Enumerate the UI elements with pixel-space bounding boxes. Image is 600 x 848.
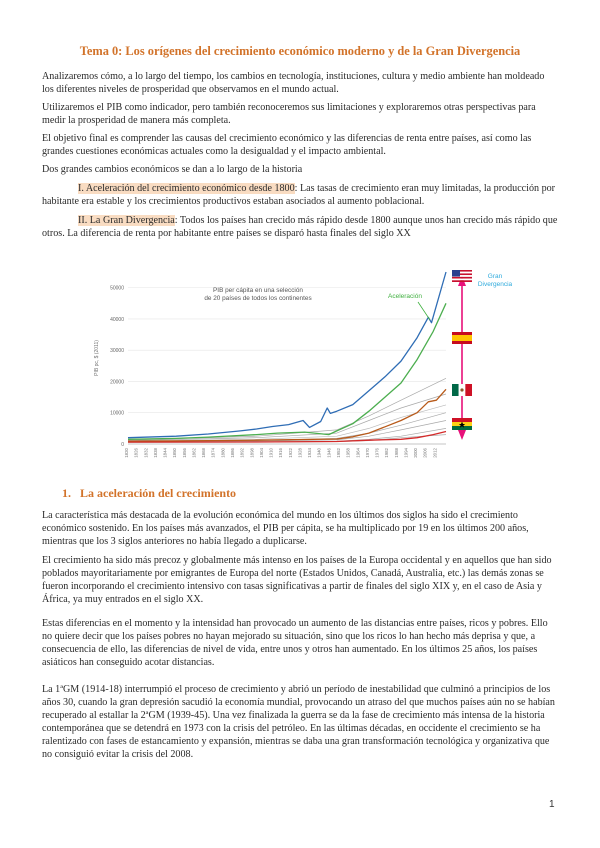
- x-tick-label: 1910: [268, 448, 274, 458]
- gran-divergencia-label-line-2: Divergencia: [477, 281, 512, 288]
- section-1-number: 1.: [62, 486, 71, 500]
- aceleracion-pointer: [418, 302, 430, 320]
- ghana-flag-band: [452, 418, 472, 422]
- chart-title: PIB per cápita en una selección: [213, 287, 303, 294]
- section-1-paragraph-2: El crecimiento ha sido más precoz y globalmente más intenso en los países de la Europa occidental y en aquellos que han sido poblados mayoritariamente por emigrantes de Europa del norte (Estados Unidos, Canadá, Australia, etc.) las demás zonas se fueron incorporando el crecimiento intensivo con tasas significativas a partir de finales del siglo XIX y, en el caso de Asia y África, ya muy entrados en el siglo XX.: [42, 555, 552, 605]
- x-tick-label: 1862: [191, 448, 197, 458]
- ghana-flag-icon: [452, 418, 472, 430]
- gran-divergencia-label: Gran: [487, 273, 503, 280]
- x-tick-label: 1832: [143, 448, 149, 458]
- arrow-head-down: [458, 430, 466, 440]
- page-number: 1: [549, 799, 555, 810]
- x-tick-label: 1886: [230, 448, 235, 458]
- x-tick-label: 1928: [297, 448, 303, 458]
- y-tick-label: 0: [121, 442, 124, 448]
- point-1-paragraph: [42, 182, 558, 208]
- point-1-label: I. Aceleración del crecimiento económico desde 1800: [78, 183, 295, 194]
- section-1-paragraph-3: Estas diferencias en el momento y la intensidad han provocado un aumento de las distancias entre países, ricos y pobres. Ello no quiere decir que los países pobres no hayan mejorado su situación, sino que los ricos lo han hecho más deprisa y que, a consecuencia de ello, las diferencias de nivel de vida, entre unos y otros han aumentado. En los últimos 25 años, los países asiáticos han conseguido acotar distancias.: [42, 618, 548, 668]
- x-tick-label: 2000: [413, 448, 419, 458]
- usa-flag-stripe: [452, 279, 472, 281]
- chart-axes: [94, 286, 446, 458]
- x-tick-label: 1970: [364, 448, 370, 458]
- x-tick-label: 1826: [133, 448, 139, 458]
- x-tick-label: 1982: [384, 448, 390, 458]
- x-tick-label: 1976: [374, 448, 380, 458]
- intro-paragraph-2: Utilizaremos el PIB como indicador, pero también reconoceremos sus limitaciones y exploraremos otras perspectivas para medir la prosperidad de manera más completa.: [42, 102, 536, 126]
- series-line: [128, 303, 446, 439]
- x-tick-label: 1988: [393, 448, 399, 458]
- spain-flag-band: [452, 335, 472, 341]
- usa-flag-stripe: [452, 277, 472, 279]
- intro-paragraph-1: Analizaremos cómo, a lo largo del tiempo, los cambios en tecnología, instituciones, cultura y medio ambiente han moldeado los diferentes niveles de prosperidad que observamos en el mundo actual.: [42, 71, 545, 95]
- y-tick-label: 50000: [110, 285, 124, 292]
- mexico-flag-band: [452, 384, 459, 396]
- section-1-title: La aceleración del crecimiento: [80, 486, 237, 500]
- x-tick-label: 1940: [316, 448, 322, 458]
- usa-flag-icon: [452, 270, 472, 282]
- y-tick-label: 40000: [110, 316, 124, 323]
- x-tick-label: 2012: [432, 448, 438, 458]
- series-line: [128, 389, 446, 441]
- x-tick-label: 1904: [258, 448, 264, 458]
- y-tick-label: 10000: [110, 410, 124, 417]
- spain-flag-band: [452, 332, 472, 335]
- point-2-text: : Todos los países han crecido más rápido desde 1800 aunque unos han crecido más rápido que otros. La diferencia de renta por habitante entre países se disparó hasta finales del siglo XX: [42, 215, 558, 239]
- section-1-heading: [62, 486, 236, 501]
- x-tick-label: 1892: [239, 448, 245, 458]
- chart-annotations: [204, 270, 512, 440]
- ghana-flag-band: [452, 426, 472, 430]
- usa-flag-stripe: [452, 280, 472, 282]
- x-tick-label: 1958: [345, 448, 351, 458]
- x-tick-label: 1880: [220, 448, 226, 458]
- series-line: [128, 413, 446, 442]
- section-1-paragraph-1: La característica más destacada de la evolución económica del mundo en los últimos dos siglos ha sido el crecimiento económico sostenido. En los países más avanzados, el PIB per cápita, se ha multiplicado por 19 en los últimos 200 años, mientras que los 3 siglos anteriores no había llegado a duplicarse.: [42, 510, 529, 547]
- spain-flag-icon: [452, 332, 472, 344]
- x-tick-label: 2006: [422, 448, 428, 458]
- chart-title-line-2: de 20 países de todos los continentes: [204, 295, 312, 302]
- x-tick-label: 1898: [249, 448, 255, 458]
- usa-flag-canton: [452, 270, 460, 277]
- x-tick-label: 1838: [152, 448, 158, 458]
- spain-flag-band: [452, 341, 472, 344]
- x-tick-label: 1934: [307, 448, 313, 458]
- aceleracion-label: Aceleración: [388, 293, 422, 300]
- section-1-paragraph-4: La 1ªGM (1914-18) interrumpió el proceso de crecimiento y abrió un período de inestabilidad que culminó a principios de los años 30, cuando la gran depresión sacudió la economía mundial, provocando un atraso del que muchos países aún no se habían recuperado al estallar la 2ªGM (1939-45). Una vez finalizada la guerra se da la fase de crecimiento más intensa de la historia contemporánea que se detendrá en 1973 con la crisis del petróleo. En las últimas décadas, en occidente el crecimiento se ha ralentizado con fases de estancamiento y expansión, mientras se daba una gran transformación tecnológica y organizativa que no consiguió evitar la crisis del 2008.: [42, 684, 555, 760]
- x-tick-label: 1844: [162, 448, 168, 458]
- x-tick-label: 1868: [201, 448, 207, 458]
- point-2-paragraph: [42, 214, 558, 240]
- y-tick-label: 30000: [110, 348, 124, 355]
- x-tick-label: 1964: [355, 448, 361, 458]
- x-tick-label: 1850: [172, 448, 178, 458]
- x-tick-label: 1922: [287, 448, 293, 458]
- x-tick-label: 1874: [210, 448, 216, 458]
- intro-paragraph-3: El objetivo final es comprender las causas del crecimiento económico y las diferencias de renta entre países, así como las grandes cuestiones económicas actuales como la desigualdad y el impacto ambiental.: [42, 133, 532, 157]
- mexico-flag-icon: [452, 384, 472, 396]
- x-tick-label: 1994: [403, 448, 409, 458]
- mexico-flag-emblem: [460, 388, 463, 391]
- x-tick-label: 1856: [181, 448, 187, 458]
- point-2-label: II. La Gran Divergencia: [78, 215, 175, 226]
- intro-paragraph-4: Dos grandes cambios económicos se dan a lo largo de la historia: [42, 164, 303, 175]
- page-title: Tema 0: Los orígenes del crecimiento económico moderno y de la Gran Divergencia: [79, 44, 521, 58]
- x-tick-label: 1946: [326, 448, 332, 458]
- x-tick-label: 1952: [336, 448, 341, 458]
- gdp-chart: [88, 258, 512, 468]
- y-axis-label: PIB pc, $ (2011): [94, 340, 100, 376]
- x-tick-label: 1916: [278, 448, 284, 458]
- y-tick-label: 20000: [110, 379, 124, 386]
- x-tick-label: 1820: [124, 448, 129, 458]
- mexico-flag-band: [465, 384, 472, 396]
- point-1-text: : Las tasas de crecimiento eran muy limitadas, la producción por habitante era estable y los crecimientos productivos estaban asociados al aumento poblacional.: [42, 183, 556, 207]
